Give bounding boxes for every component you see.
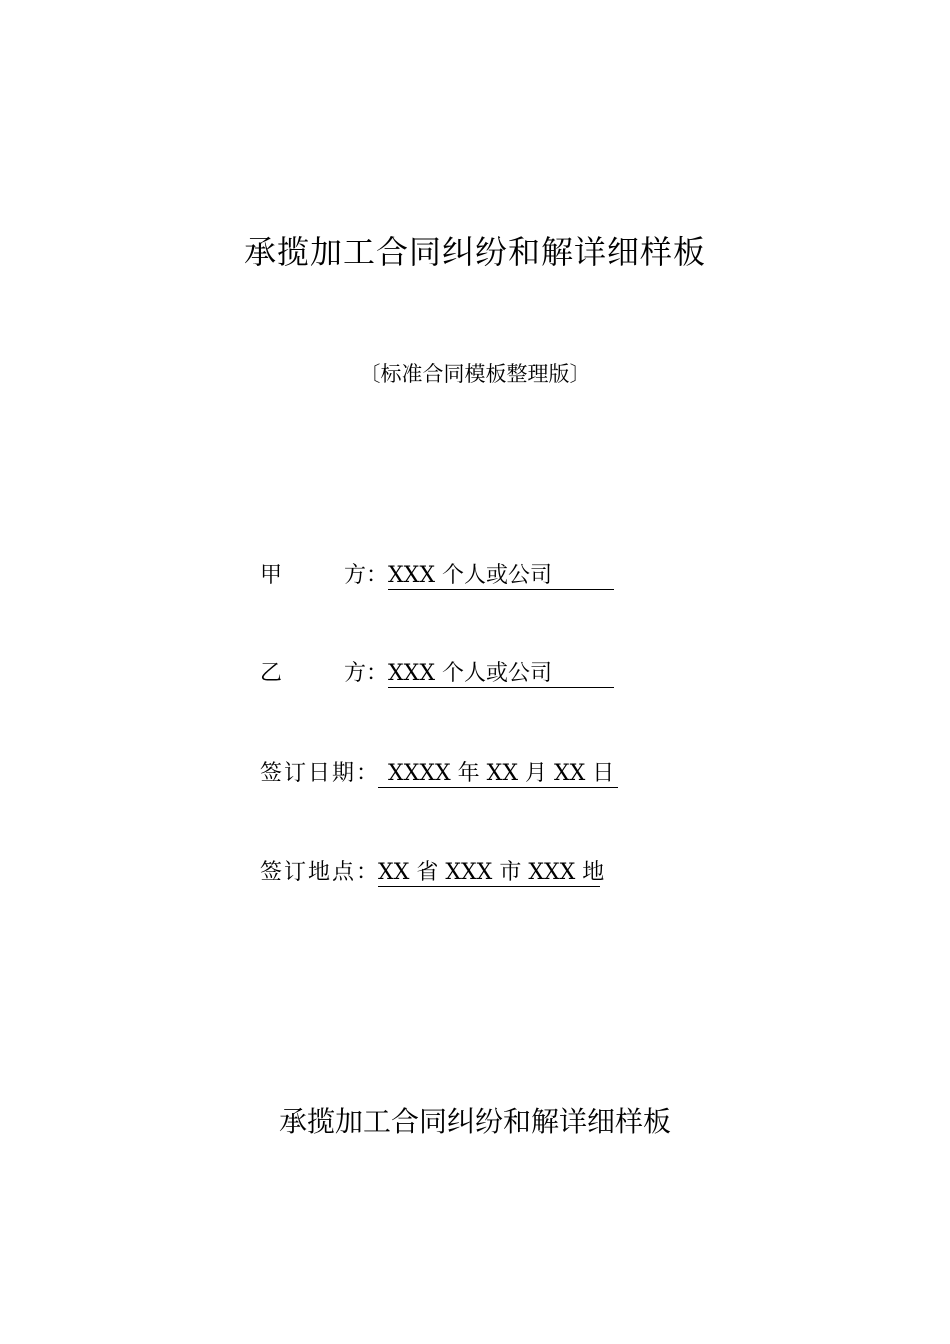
sign-date-colon: ： xyxy=(356,761,379,786)
sign-date-value: XXXX 年 XX 月 XX 日 xyxy=(378,761,618,788)
party-b-value: XXX 个人或公司 xyxy=(388,661,614,688)
sign-place-row xyxy=(260,857,605,889)
party-b-label-char2: 方 xyxy=(343,661,366,686)
document-title: 承揽加工合同纠纷和解详细样板 xyxy=(243,233,706,271)
sign-date-label: 签订日期 xyxy=(260,761,357,786)
sign-place-value: XX 省 XXX 市 XXX 地 xyxy=(378,860,605,885)
party-b-colon: ： xyxy=(366,661,389,686)
party-a-colon: ： xyxy=(366,563,389,588)
party-b-row xyxy=(260,658,614,690)
party-b-label xyxy=(260,658,366,690)
party-a-value: XXX 个人或公司 xyxy=(388,563,614,590)
document-subtitle: 〔标准合同模板整理版〕 xyxy=(359,362,591,386)
sign-date-row xyxy=(260,758,618,790)
sign-place-label: 签订地点 xyxy=(260,860,357,885)
party-a-label-char1: 甲 xyxy=(260,563,283,588)
sign-place-colon: ： xyxy=(356,860,379,885)
party-b-label-char1: 乙 xyxy=(260,661,283,686)
body-heading: 承揽加工合同纠纷和解详细样板 xyxy=(278,1105,671,1138)
party-a-label xyxy=(260,560,366,592)
party-a-label-char2: 方 xyxy=(343,563,366,588)
party-a-row xyxy=(260,560,614,592)
